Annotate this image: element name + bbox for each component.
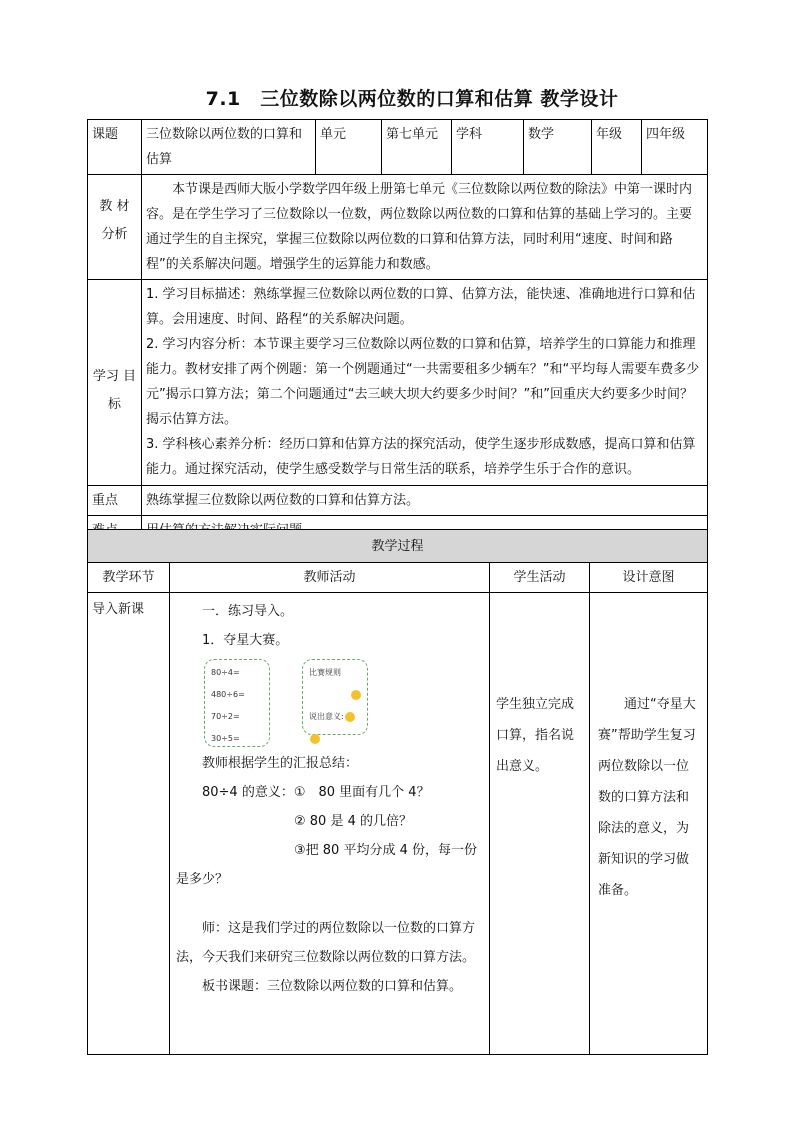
star-contest-image [202,659,483,749]
key-point-text: 熟练掌握三位数除以两位数的口算和估算方法。 [142,486,708,516]
exercise-item: 480÷6= [211,690,245,699]
smiley-icon [345,712,355,722]
teacher-line: 教师根据学生的汇报总结： [202,756,359,771]
subject-value: 数学 [524,120,592,175]
subject-label: 学科 [452,120,524,175]
exercise-item: 30÷5= [211,734,240,743]
objective-item: 2. 学习内容分析：本节课主要学习三位数除以两位数的口算和估算，培养学生的口算能力和推理能力。教材安排了两个例题：第一个例题通过“一共需要租多少辆车？”和“平均每人需要车费多少元”揭示口算方法；第二个问题通过“去三峡大坝大约要多少时间？”和”回重庆大约要多少时间？揭示估算方法。 [146,337,700,427]
teacher-line: 1．夺星大赛。 [202,633,289,648]
analysis-label: 教 材 分析 [88,175,142,280]
smiley-icon [351,690,361,700]
rules-text: 说出意义: [309,712,344,721]
objective-item: 1. 学习目标描述：熟练掌握三位数除以两位数的口算、估算方法，能快速、准确地进行口算和估算。会用速度、时间、路程“的关系解决问题。 [146,287,696,327]
grade-label: 年级 [592,120,642,175]
col-stage: 教学环节 [88,563,170,593]
teacher-line: 80÷4 的意义：① 80 里面有几个 4？ [202,785,430,800]
teacher-line: 师：这是我们学过的两位数除以一位数的口算方法，今天我们来研究三位数除以两位数的口算方法。 [176,921,476,965]
exercise-item: 70÷2= [211,712,240,721]
process-table [87,529,708,1055]
teacher-line: 板书课题：三位数除以两位数的口算和估算。 [202,979,463,994]
teacher-line: ③把 80 平均分成 4 份，每一份是多少？ [176,843,477,887]
teacher-line: 一．练习导入。 [202,604,294,619]
smiley-icon [310,734,320,744]
page-title: 7.1 三位数除以两位数的口算和估算 教学设计 [205,88,619,110]
topic-value: 三位数除以两位数的口算和估算 [142,120,316,175]
unit-label: 单元 [316,120,382,175]
info-table [87,119,708,546]
grade-value: 四年级 [642,120,708,175]
col-intent: 设计意图 [590,563,708,593]
design-intent [590,593,708,1055]
objective-item: 3. 学科核心素养分析：经历口算和估算方法的探究活动，使学生逐步形成数感，提高口算和估算能力。通过探究活动，使学生感受数学与日常生活的联系，培养学生乐于合作的意识。 [146,437,696,477]
process-title: 教学过程 [88,530,708,563]
rules-title: 比赛规则 [309,668,341,677]
rules-card [302,659,368,735]
teacher-activity [170,593,490,1055]
intent-text: 通过“夺星大赛”帮助学生复习两位数除以一位数的口算方法和除法的意义，为新知识的学习做准备。 [598,697,696,898]
col-student: 学生活动 [490,563,590,593]
student-activity [490,593,590,1055]
teacher-line: ② 80 是 4 的几倍？ [294,814,412,829]
key-point-label: 重点 [88,486,142,516]
exercise-item: 80÷4= [211,668,240,677]
unit-value: 第七单元 [382,120,452,175]
exercise-card [204,659,270,747]
student-text: 学生独立完成口算，指名说出意义。 [496,697,575,774]
objectives-text [142,280,708,486]
col-teacher: 教师活动 [170,563,490,593]
stage-cell: 导入新课 [88,593,170,1055]
objectives-label: 学习 目标 [88,280,142,486]
topic-label: 课题 [88,120,142,175]
analysis-text: 本节课是西师大版小学数学四年级上册第七单元《三位数除以两位数的除法》中第一课时内容。是在学生学习了三位数除以一位数，两位数除以两位数的口算和估算的基础上学习的。主要通过学生的自主探究，掌握三位数除以两位数的口算和估算方法，同时利用“速度、时间和路程”的关系解决问题。增强学生的运算能力和数感。 [142,175,708,280]
